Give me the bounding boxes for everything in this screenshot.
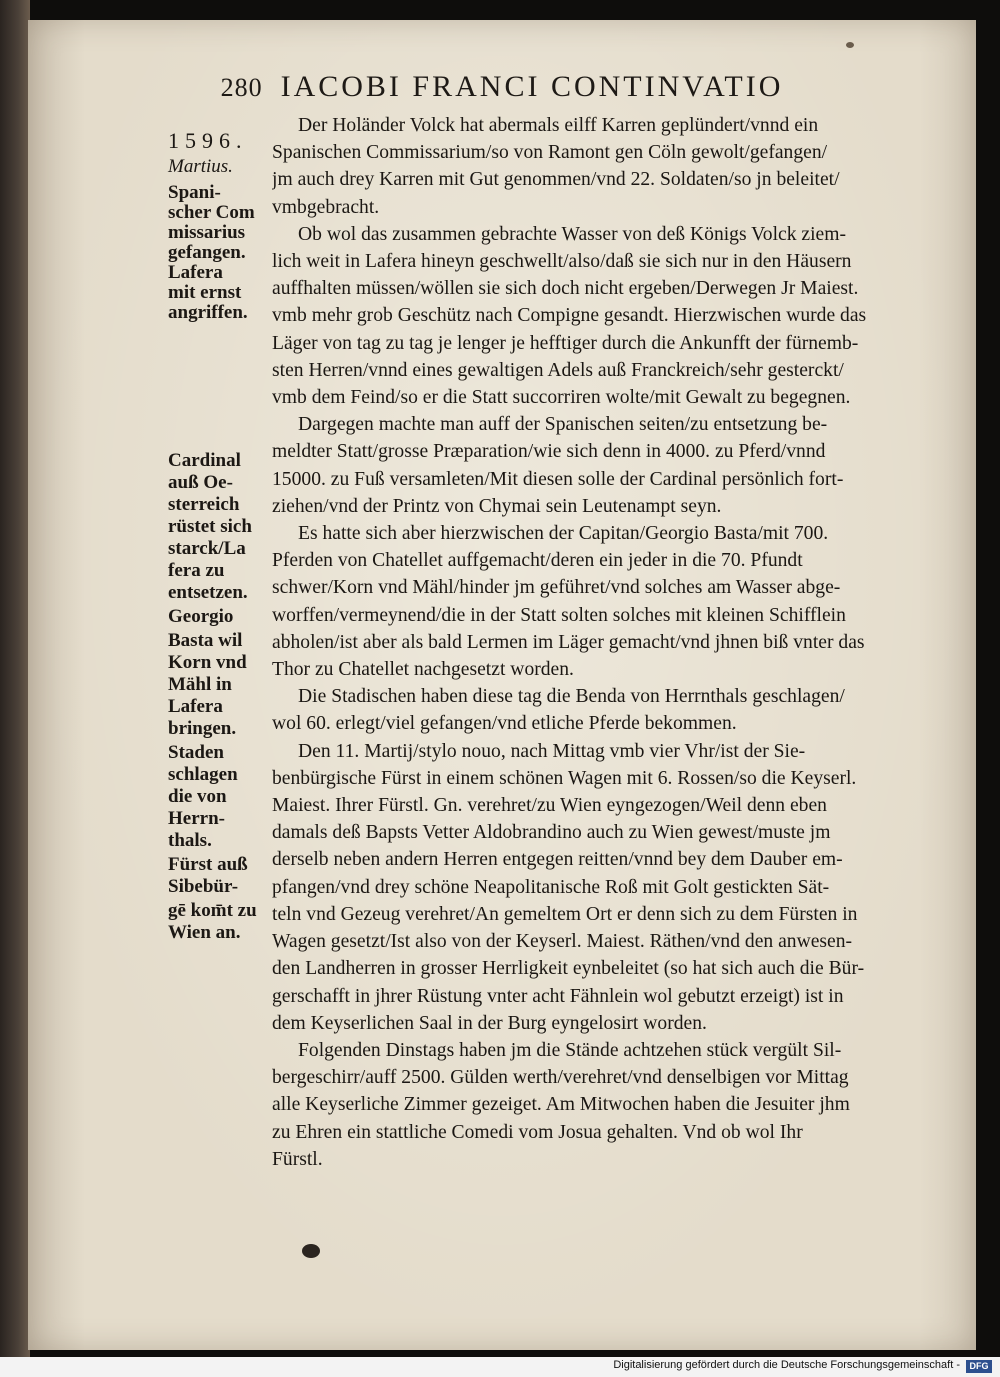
text-line: bergeschirr/auff 2500. Gülden werth/verehret/vnd denselbigen vor Mittag xyxy=(272,1067,849,1089)
text-line: pfangen/vnd drey schöne Neapolitanische Roß mit Golt gestickten Sät- xyxy=(272,876,830,898)
margin-note: die von xyxy=(168,786,227,807)
ink-smudge xyxy=(846,42,854,48)
margin-note: bringen. xyxy=(168,718,237,739)
text-line: den Landherren in grosser Herrligkeit eynbeleitet (so hat sich auch die Bür- xyxy=(272,958,865,980)
margin-note: Mähl in xyxy=(168,674,232,695)
text-line: Spanischen Commissarium/so von Ramont gen Cöln gewolt/gefangen/ xyxy=(272,142,828,164)
text-line: auffhalten müssen/wöllen sie sich doch nicht ergeben/Derwegen Jr Maiest. xyxy=(272,278,859,300)
text-line: vmbgebracht. xyxy=(272,196,380,218)
margin-note: entsetzen. xyxy=(168,582,248,603)
dfg-logo: DFG xyxy=(966,1360,992,1373)
margin-note: Korn vnd xyxy=(168,652,247,673)
margin-note: schlagen xyxy=(168,764,238,785)
margin-note: Fürst auß xyxy=(168,854,248,875)
margin-note: auß Oe- xyxy=(168,472,233,493)
running-title: IACOBI FRANCI CONTINVATIO xyxy=(280,70,784,103)
text-line: wol 60. erlegt/viel gefangen/vnd etliche Pferde bekommen. xyxy=(272,713,737,735)
margin-note: Basta wil xyxy=(168,630,243,651)
text-line: Maiest. Ihrer Fürstl. Gn. verehret/zu Wien eyngezogen/Weil denn eben xyxy=(272,795,827,817)
text-line: abholen/ist aber als bald Lermen im Läger gemacht/vnd jhnen biß vnter das xyxy=(272,631,865,653)
book-page xyxy=(28,20,976,1350)
text-line: Dargegen machte man auff der Spanischen seiten/zu entsetzung be- xyxy=(298,414,828,436)
margin-note: Spani- xyxy=(168,182,221,203)
running-head xyxy=(28,70,976,104)
digitization-credit: Digitalisierung gefördert durch die Deutsche Forschungsgemeinschaft - xyxy=(613,1359,960,1371)
margin-note: fera zu xyxy=(168,560,225,581)
text-line: zu Ehren ein stattliche Comedi vom Josua gehalten. Vnd ob wol Ihr xyxy=(272,1121,803,1143)
paragraph xyxy=(272,112,960,221)
text-line: benbürgische Fürst in einem schönen Wagen mit 6. Rossen/so die Keyserl. xyxy=(272,767,857,789)
text-line: alle Keyserliche Zimmer gezeiget. Am Mitwochen haben die Jesuiter jhm xyxy=(272,1094,850,1116)
text-line: derselb neben andern Herren entgegen reitten/vnnd bey dem Dauber em- xyxy=(272,849,843,871)
margin-note: missarius xyxy=(168,222,246,243)
text-line: Die Stadischen haben diese tag die Benda von Herrnthals geschlagen/ xyxy=(298,686,845,708)
text-line: Es hatte sich aber hierzwischen der Capitan/Georgio Basta/mit 700. xyxy=(298,523,829,545)
paragraph xyxy=(272,221,960,411)
footer-bar xyxy=(0,1357,1000,1377)
margin-note: Lafera xyxy=(168,696,223,717)
text-line: jm auch drey Karren mit Gut genommen/vnd 22. Soldaten/so jn beleitet/ xyxy=(272,169,840,191)
margin-note: gefangen. xyxy=(168,242,246,263)
text-line: gerschafft in jhrer Rüstung vnter acht Fähnlein wol gebutzt erzeigt) ist in xyxy=(272,985,844,1007)
margin-note: thals. xyxy=(168,830,212,851)
margin-note: mit ernst xyxy=(168,282,242,303)
paragraph xyxy=(272,520,960,683)
printer-ornament xyxy=(302,1244,320,1258)
text-line: Ob wol das zusammen gebrachte Wasser von deß Königs Volck ziem- xyxy=(298,223,847,245)
text-line: Der Holänder Volck hat abermals eilff Karren geplündert/vnnd ein xyxy=(298,115,819,136)
margin-note: gē kom̄t zu xyxy=(168,900,257,921)
text-line: meldter Statt/grosse Præparation/wie sich denn in 4000. zu Pferd/vnnd xyxy=(272,441,826,463)
paragraph xyxy=(272,411,960,520)
book-binding-edge xyxy=(0,0,30,1360)
margin-note: rüstet sich xyxy=(168,516,252,537)
text-line: vmb mehr grob Geschütz nach Compigne gesandt. Hierzwischen wurde das xyxy=(272,305,867,327)
margin-note: Staden xyxy=(168,742,224,763)
text-line: lich weit in Lafera hineyn geschwellt/also/daß sie sich nur in den Häusern xyxy=(272,251,852,273)
paragraph xyxy=(272,738,960,1037)
text-line: Wagen gesetzt/Ist also von der Keyserl. Maiest. Räthen/vnd den anwesen- xyxy=(272,931,853,953)
margin-note: Herrn- xyxy=(168,808,225,829)
text-line: sten Herren/vnnd eines gewaltigen Adels auß Franckreich/sehr gesterckt/ xyxy=(272,359,844,381)
text-line: schwer/Korn vnd Mähl/hinder jm geführet/vnd solches am Wasser abge- xyxy=(272,577,841,599)
body-text xyxy=(272,112,960,1173)
text-line: Thor zu Chatellet nachgesetzt worden. xyxy=(272,659,574,681)
margin-note: Georgio xyxy=(168,606,234,627)
text-line: Pferden von Chatellet auffgemacht/deren ein jeder in die 70. Pfundt xyxy=(272,550,803,572)
text-line: 15000. zu Fuß versamleten/Mit diesen solle der Cardinal persönlich fort- xyxy=(272,468,844,490)
text-line: Folgenden Dinstags haben jm die Stände achtzehen stück vergült Sil- xyxy=(298,1039,842,1061)
paragraph xyxy=(272,683,960,737)
margin-note: sterreich xyxy=(168,494,240,515)
margin-note: Cardinal xyxy=(168,450,241,471)
text-line: worffen/vermeynend/die in der Statt solten solches mit kleinen Schifflein xyxy=(272,604,846,626)
page-number: 280 xyxy=(220,73,263,102)
margin-note: scher Com xyxy=(168,202,255,223)
margin-note: 1596. xyxy=(168,128,248,153)
margin-note: Wien an. xyxy=(168,922,241,943)
text-line: teln vnd Gezeug verehret/An gemeltem Ort er denn sich zu dem Fürsten in xyxy=(272,903,858,925)
text-line: ziehen/vnd der Printz von Chymai sein Leutenampt seyn. xyxy=(272,495,722,517)
text-line: Fürstl. xyxy=(272,1148,323,1170)
text-line: damals deß Bapsts Vetter Aldobrandino auch zu Wien gewest/muste jm xyxy=(272,822,831,844)
margin-note: angriffen. xyxy=(168,302,248,323)
text-line: Läger von tag zu tag je lenger je hefftiger durch die Ankunfft der fürnemb- xyxy=(272,332,859,354)
margin-note: Martius. xyxy=(168,156,233,177)
margin-note: Sibebür- xyxy=(168,876,239,897)
margin-note: starck/La xyxy=(168,538,246,559)
text-line: dem Keyserlichen Saal in der Burg eyngelosirt worden. xyxy=(272,1012,707,1034)
text-line: vmb dem Feind/so er die Statt succorriren wolte/mit Gewalt zu begegnen. xyxy=(272,387,851,409)
margin-note: Lafera xyxy=(168,262,223,283)
text-line: Den 11. Martij/stylo nouo, nach Mittag vmb vier Vhr/ist der Sie- xyxy=(298,740,806,762)
paragraph xyxy=(272,1037,960,1173)
